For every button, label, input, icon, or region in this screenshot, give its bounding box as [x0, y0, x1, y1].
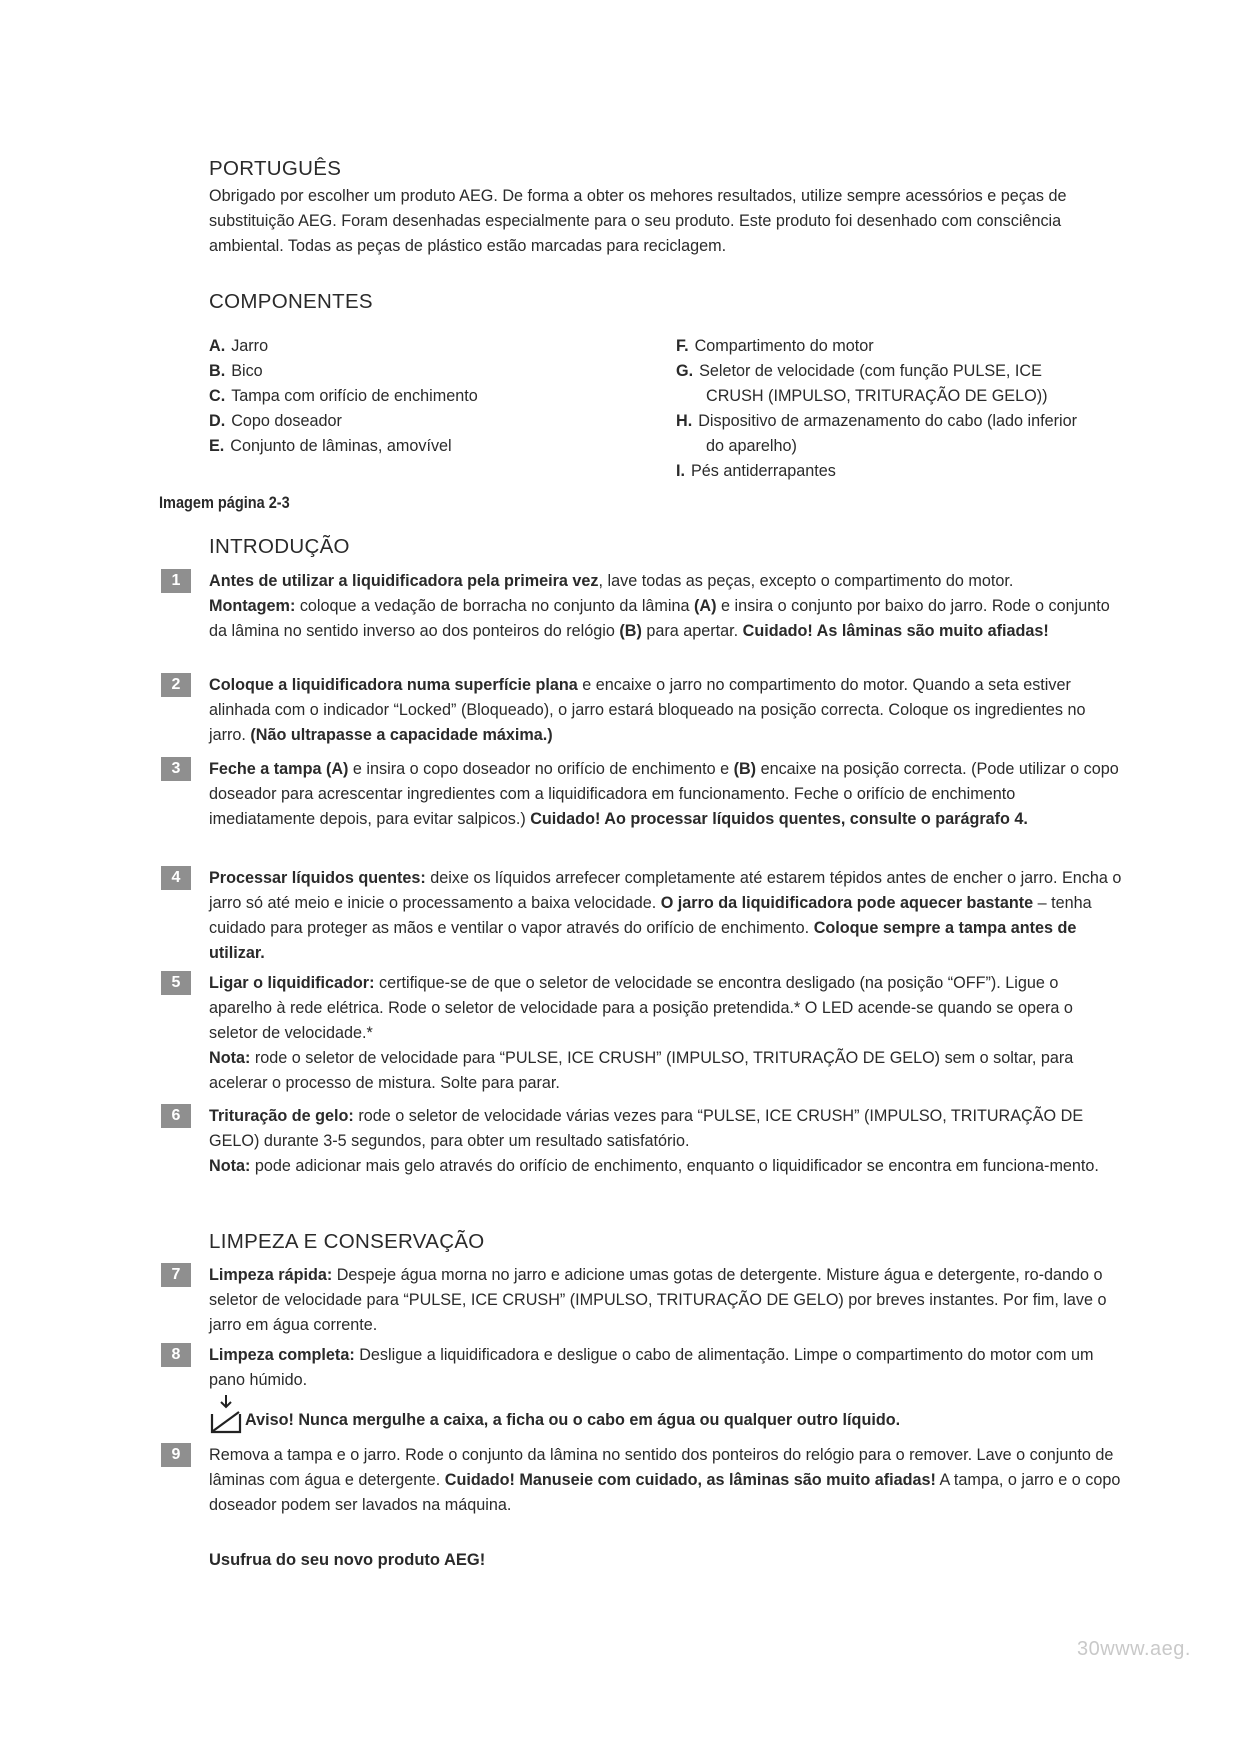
step-number-3: 3	[161, 757, 191, 781]
step-number-5: 5	[161, 971, 191, 995]
step-1-text: Antes de utilizar a liquidificadora pela primeira vez, lave todas as peças, excepto o compartimento do motor. Montagem: coloque a vedação de borracha no conjunto da lâmina (A) e insira o conjunto por baixo do jarro. Rode o conjunto da lâmina no sentido inverso ao dos ponteiros do relógio (B) para apertar. Cuidado! As lâminas são muito afiadas!	[209, 572, 1110, 640]
components-title: COMPONENTES	[209, 290, 373, 313]
component-item: F. Compartimento do motor	[676, 337, 874, 355]
step-number-2: 2	[161, 673, 191, 697]
image-reference: Imagem página 2-3	[159, 494, 290, 512]
step-7-text: Limpeza rápida: Despeje água morna no jarro e adicione umas gotas de detergente. Misture água e detergente, ro-dando o seletor de velocidade para “PULSE, ICE CRUSH” (IMPULSO, TRITURAÇÃO DE GELO) por breves instantes. Por fim, lave o jarro em água corrente.	[209, 1266, 1107, 1334]
component-item: H. Dispositivo de armazenamento do cabo (lado inferior do aparelho)	[676, 412, 1077, 455]
component-item: B. Bico	[209, 362, 263, 380]
closing-line: Usufrua do seu novo produto AEG!	[209, 1551, 486, 1569]
step-8-text: Limpeza completa: Desligue a liquidificadora e desligue o cabo de alimentação. Limpe o compartimento do motor com um pano húmido.	[209, 1346, 1094, 1389]
component-item: I. Pés antiderrapantes	[676, 462, 836, 480]
component-item: C. Tampa com orifício de enchimento	[209, 387, 478, 405]
step-number-8: 8	[161, 1343, 191, 1367]
step-2-text: Coloque a liquidificadora numa superfície plana e encaixe o jarro no compartimento do motor. Quando a seta estiver alinhada com o indicador “Locked” (Bloqueado), o jarro estará bloqueado na posição correcta. Coloque os ingredientes no jarro. (Não ultrapasse a capacidade máxima.)	[209, 676, 1086, 744]
component-item: D. Copo doseador	[209, 412, 342, 430]
component-item: G. Seletor de velocidade (com função PULSE, ICE CRUSH (IMPULSO, TRITURAÇÃO DE GELO))	[676, 362, 1048, 405]
step-number-7: 7	[161, 1263, 191, 1287]
page-footer: 30www.aeg.	[1077, 1638, 1191, 1660]
components-list-right	[676, 334, 1146, 484]
step-9-text: Remova a tampa e o jarro. Rode o conjunto da lâmina no sentido dos ponteiros do relógio para o remover. Lave o conjunto de lâminas com água e detergente. Cuidado! Manuseie com cuidado, as lâminas são muito afiadas! A tampa, o jarro e o copo doseador podem ser lavados na máquina.	[209, 1446, 1121, 1514]
cleaning-title: LIMPEZA E CONSERVAÇÃO	[209, 1230, 485, 1253]
step-number-1: 1	[161, 569, 191, 593]
step-4-text: Processar líquidos quentes: deixe os líquidos arrefecer completamente até estarem tépidos antes de encher o jarro. Encha o jarro só até meio e inicie o processamento a baixa velocidade. O jarro da liquidificadora pode aquecer bastante – tenha cuidado para proteger as mãos e ventilar o vapor através do orifício de enchimento. Coloque sempre a tampa antes de utilizar.	[209, 869, 1122, 962]
step-number-6: 6	[161, 1104, 191, 1128]
intro-paragraph: Obrigado por escolher um produto AEG. De forma a obter os mehores resultados, utilize sempre acessórios e peças de substituição AEG. Foram desenhadas especialmente para o seu produto. Este produto foi desenhado com consciência ambiental. Todas as peças de plástico estão marcadas para reciclagem.	[209, 187, 1067, 255]
step-number-4: 4	[161, 866, 191, 890]
components-list-left	[209, 334, 639, 459]
component-item: A. Jarro	[209, 337, 269, 355]
component-item: E. Conjunto de lâminas, amovível	[209, 437, 452, 455]
no-water-immersion-icon	[209, 1394, 243, 1434]
warning-text: Aviso! Nunca mergulhe a caixa, a ficha ou o cabo em água ou qualquer outro líquido.	[245, 1411, 901, 1429]
language-title: PORTUGUÊS	[209, 157, 342, 180]
step-6-text: Trituração de gelo: rode o seletor de velocidade várias vezes para “PULSE, ICE CRUSH” (IMPULSO, TRITURAÇÃO DE GELO) durante 3-5 segundos, para obter um resultado satisfatório. Nota: pode adicionar mais gelo através do orifício de enchimento, enquanto o liquidificador se encontra em funciona-mento.	[209, 1107, 1099, 1175]
step-3-text: Feche a tampa (A) e insira o copo doseador no orifício de enchimento e (B) encaixe na posição correcta. (Pode utilizar o copo doseador para acrescentar ingredientes com a liquidificadora em funcionamento. Feche o orifício de enchimento imediatamente depois, para evitar salpicos.) Cuidado! Ao processar líquidos quentes, consulte o parágrafo 4.	[209, 760, 1119, 828]
step-5-text: Ligar o liquidificador: certifique-se de que o seletor de velocidade se encontra desligado (na posição “OFF”). Ligue o aparelho à rede elétrica. Rode o seletor de velocidade para a posição pretendida.* O LED acende-se quando se opera o seletor de velocidade.* Nota: rode o seletor de velocidade para “PULSE, ICE CRUSH” (IMPULSO, TRITURAÇÃO DE GELO) sem o soltar, para acelerar o processo de mistura. Solte para parar.	[209, 974, 1074, 1092]
introduction-title: INTRODUÇÃO	[209, 535, 350, 558]
step-number-9: 9	[161, 1443, 191, 1467]
